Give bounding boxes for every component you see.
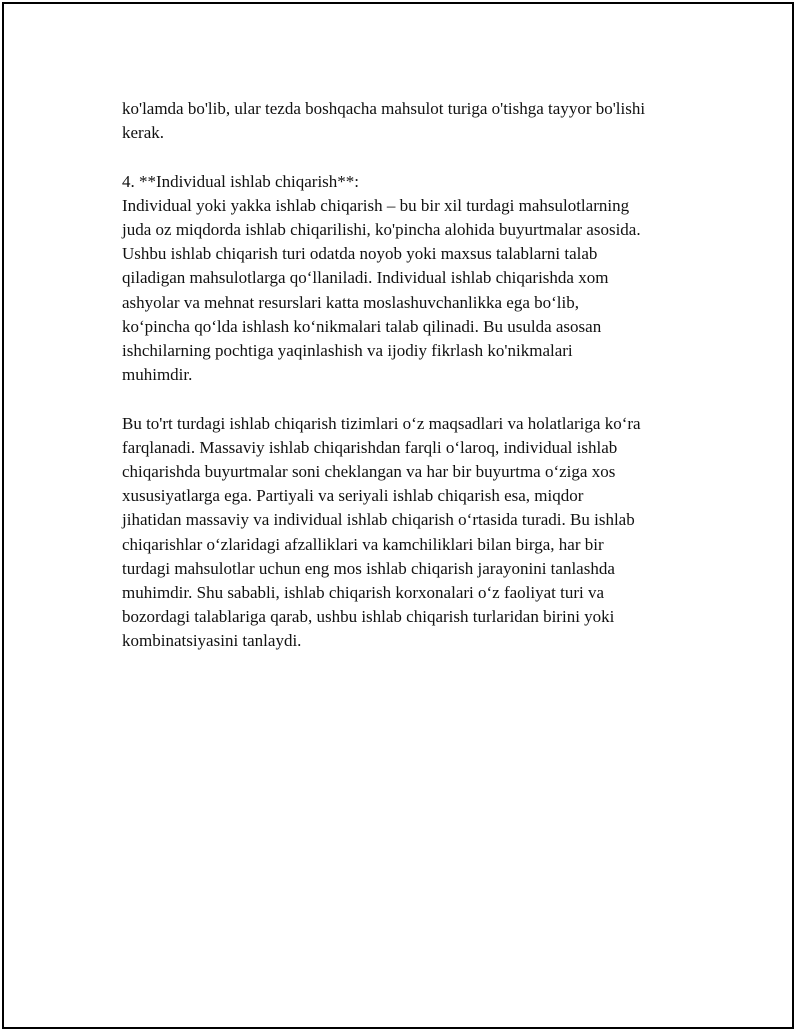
- section-4-heading: 4. **Individual ishlab chiqarish**:: [122, 171, 360, 191]
- paragraph-line: juda oz miqdorda ishlab chiqarilishi, ko'pincha alohida buyurtmalar asosida.: [122, 220, 641, 239]
- paragraph-line: qiladigan mahsulotlarga qo‘llaniladi. Individual ishlab chiqarishda xom: [122, 268, 609, 288]
- paragraph-line: jihatidan massaviy va individual ishlab chiqarish o‘rtasida turadi. Bu ishlab: [122, 510, 635, 530]
- paragraph-line: ko'lamda bo'lib, ular tezda boshqacha mahsulot turiga o'tishga tayyor bo'lishi: [122, 99, 646, 118]
- paragraph-line: muhimdir.: [122, 365, 193, 385]
- document-body: [122, 97, 702, 654]
- document-page: [2, 2, 794, 1029]
- paragraph-line: ishchilarning pochtiga yaqinlashish va ijodiy fikrlash ko'nikmalari: [122, 341, 573, 361]
- paragraph-line: Ushbu ishlab chiqarish turi odatda noyob yoki maxsus talablarni talab: [122, 244, 598, 264]
- section-4-paragraph: [122, 194, 702, 388]
- paragraph-line: muhimdir. Shu sababli, ishlab chiqarish korxonalari o‘z faoliyat turi va: [122, 583, 605, 603]
- paragraph-line: xususiyatlarga ega. Partiyali va seriyali ishlab chiqarish esa, miqdor: [122, 486, 584, 506]
- paragraph-line: chiqarishda buyurtmalar soni cheklangan va har bir buyurtma o‘ziga xos: [122, 462, 616, 482]
- paragraph-line: kombinatsiyasini tanlaydi.: [122, 631, 302, 651]
- conclusion-paragraph: [122, 412, 702, 654]
- paragraph-line: ko‘pincha qo‘lda ishlash ko‘nikmalari talab qilinadi. Bu usulda asosan: [122, 316, 602, 336]
- paragraph-spacer: [122, 145, 702, 169]
- paragraph-line: kerak.: [122, 123, 165, 143]
- section-heading: [122, 170, 702, 194]
- paragraph-line: turdagi mahsulotlar uchun eng mos ishlab chiqarish jarayonini tanlashda: [122, 558, 615, 578]
- paragraph-spacer: [122, 387, 702, 411]
- paragraph-line: Bu to'rt turdagi ishlab chiqarish tizimlari o‘z maqsadlari va holatlariga ko‘ra: [122, 413, 641, 433]
- paragraph-line: farqlanadi. Massaviy ishlab chiqarishdan farqli o‘laroq, individual ishlab: [122, 437, 618, 457]
- paragraph-line: ashyolar va mehnat resurslari katta moslashuvchanlikka ega bo‘lib,: [122, 292, 579, 312]
- continuation-paragraph: [122, 97, 702, 145]
- paragraph-line: Individual yoki yakka ishlab chiqarish – bu bir xil turdagi mahsulotlarning: [122, 195, 630, 215]
- paragraph-line: chiqarishlar o‘zlaridagi afzalliklari va kamchiliklari bilan birga, har bir: [122, 534, 604, 554]
- paragraph-line: bozordagi talablariga qarab, ushbu ishlab chiqarish turlaridan birini yoki: [122, 607, 615, 627]
